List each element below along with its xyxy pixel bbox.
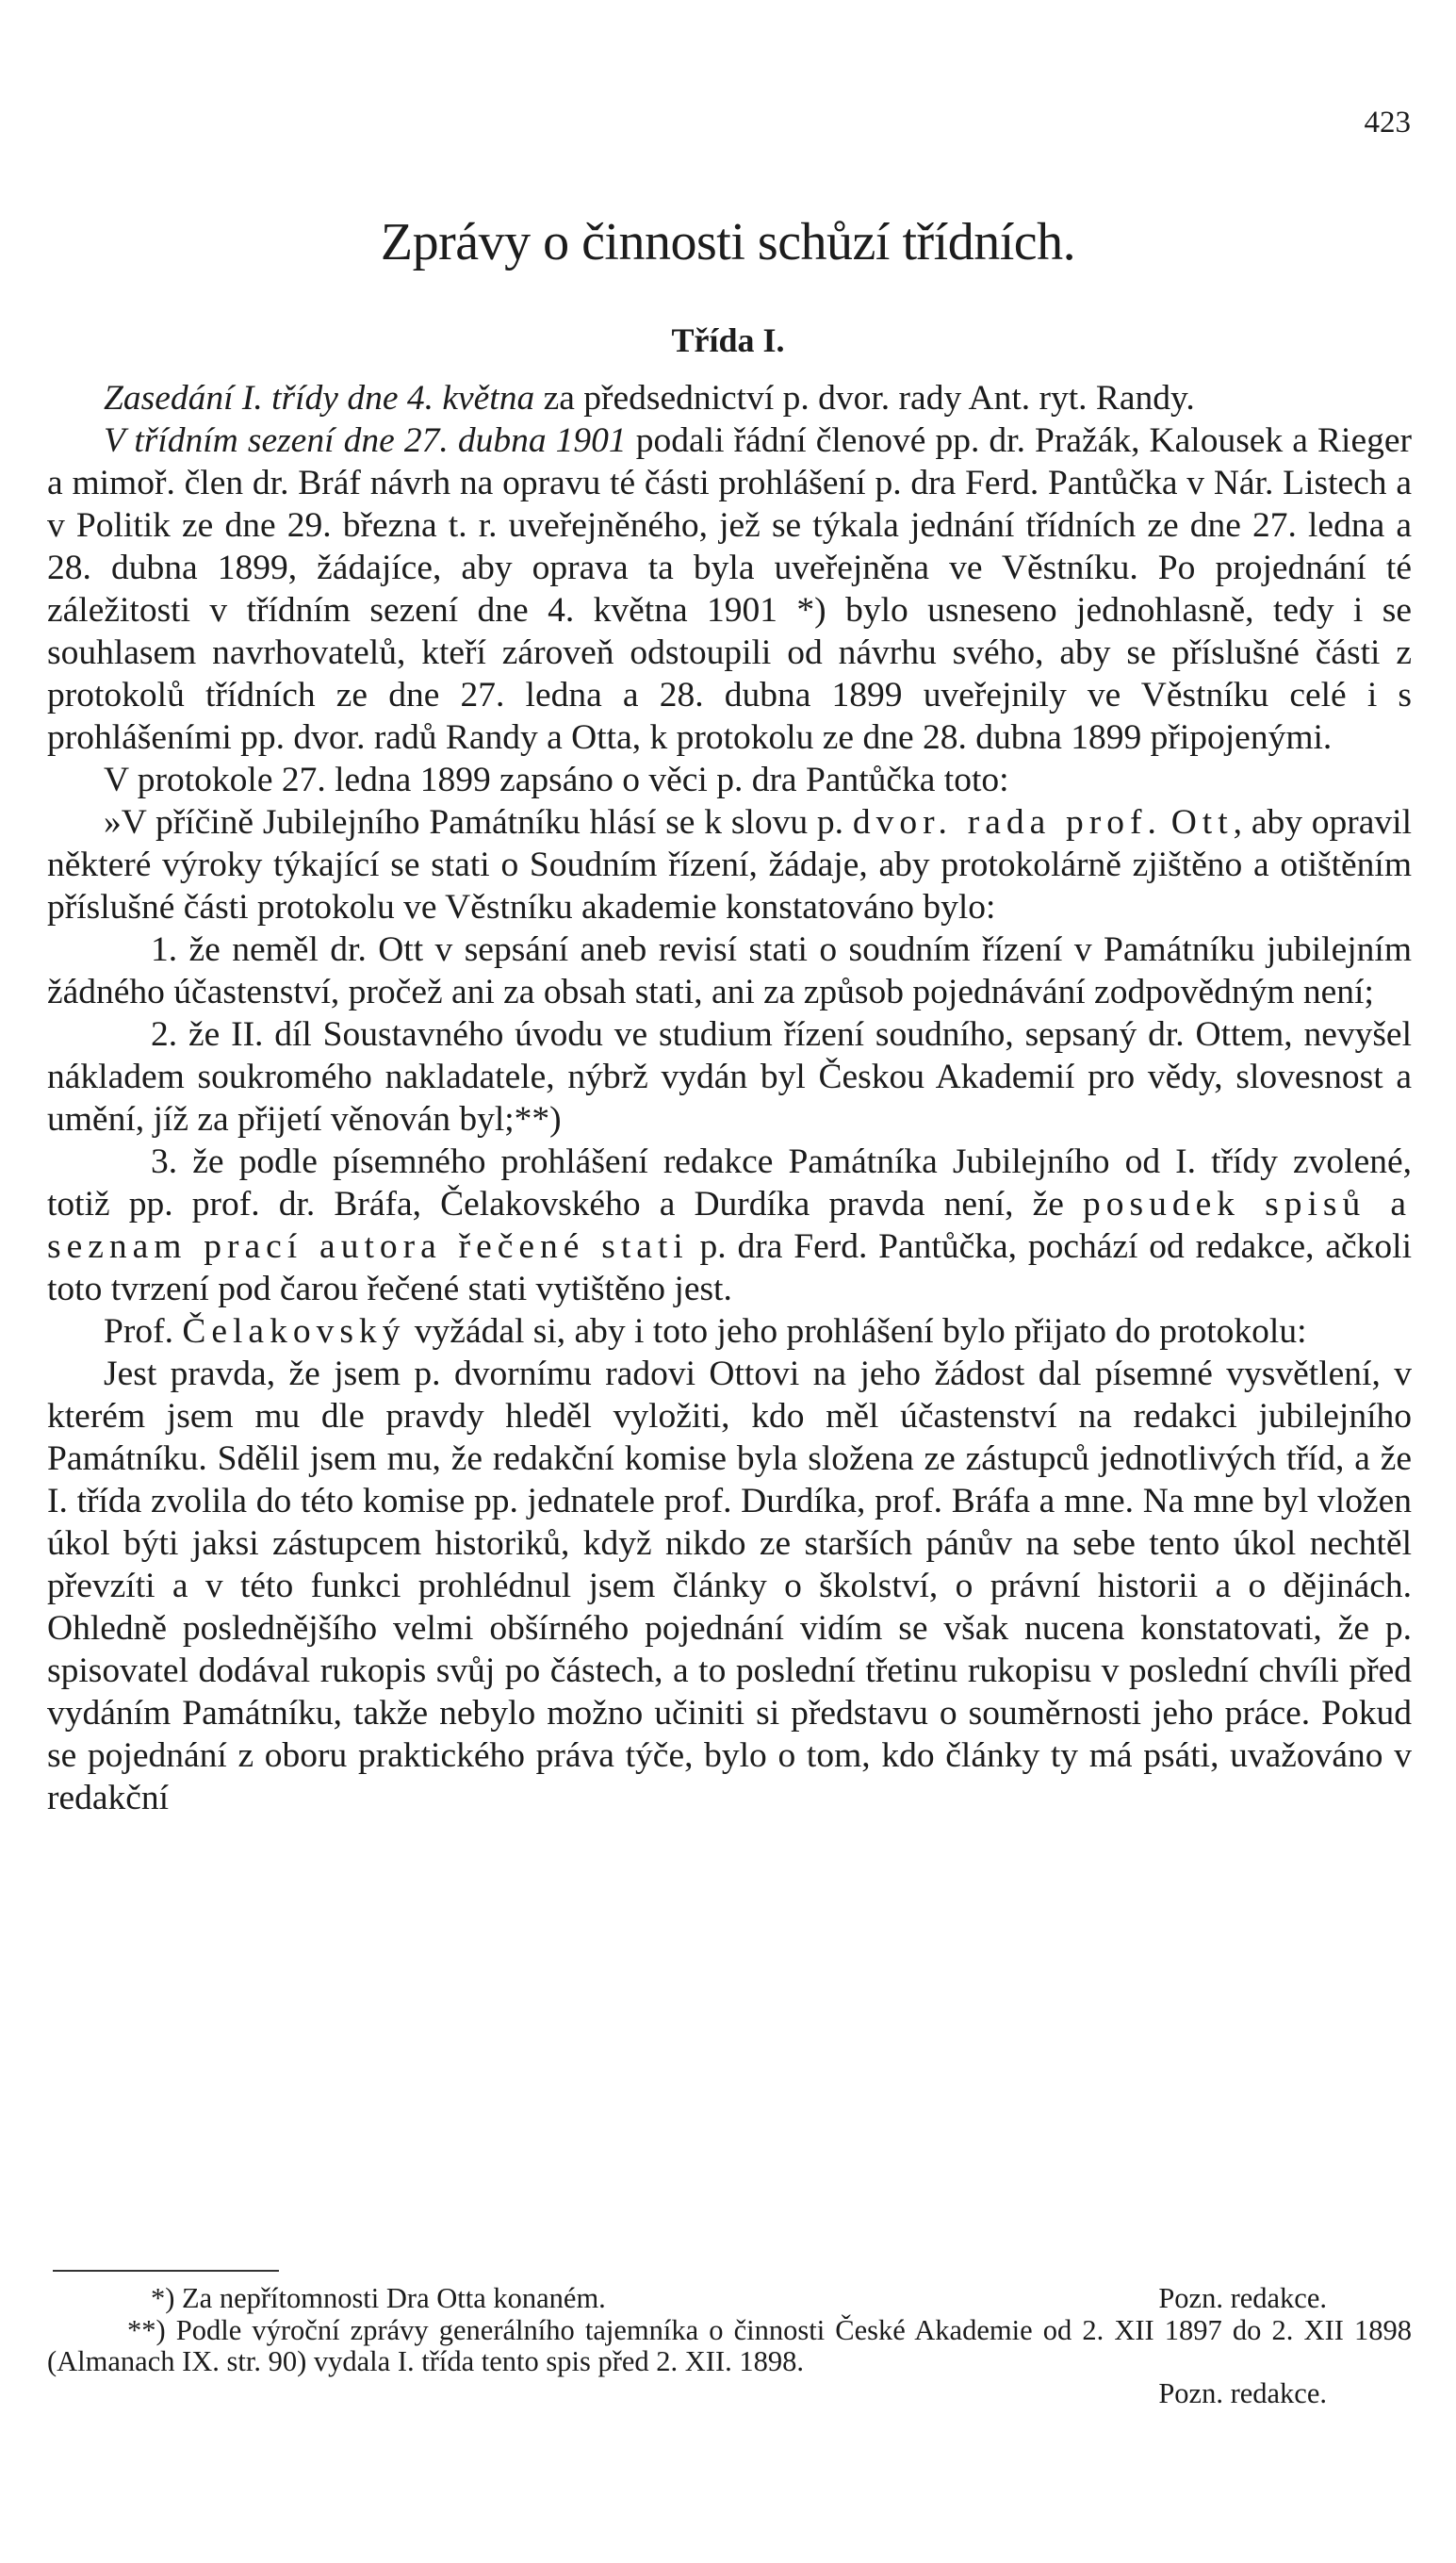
page-title: Zprávy o činnosti schůzí třídních. — [380, 213, 1076, 271]
footnotes — [47, 2283, 1412, 2409]
ott-name-spaced: Ott — [1170, 803, 1234, 842]
session-date-italic: Zasedání I. třídy dne 4. května — [104, 379, 535, 418]
motion-text: podali řádní členové pp. dr. Pražák, Kalousek a Rieger a mimoř. člen dr. Bráf návrh na opravu té části prohlášení p. dra Ferd. Pantůčka v Nár. Listech a v Politik ze dne 29. března t. r. uveřejněného, jež se týkala jednání třídních ze dne 27. ledna a 28. dubna 1899, žádajíce, aby oprava ta byla uveřejněna ve Věstníku. Po projednání té záležitosti v třídním sezení dne 4. května 1901 *) bylo usneseno jednohlasně, tedy i se souhlasem navrhovatelů, kteří zároveň odstoupili od návrhu svého, aby se příslušné části z protokolů třídních ze dne 27. ledna a 28. dubna 1899 uveřejnily ve Věstníku celé i s prohlášeními pp. dvor. radů Randy a Otta, k protokolu ze dne 28. dubna 1899 připojenými. — [47, 421, 1412, 757]
footnote-1 — [47, 2283, 1412, 2315]
paragraph-point-1: 1. že neměl dr. Ott v sepsání aneb revisí stati o soudním řízení v Památníku jubilejním žádného účastenství, pročež ani za obsah stati, ani za způsob pojednávání zodpovědným není; — [47, 930, 1412, 1011]
class-heading: Třída I. — [671, 321, 785, 359]
footnote-1-text: *) Za nepřítomnosti Dra Otta konaném. — [151, 2282, 606, 2314]
paragraph-point-3 — [47, 1141, 1412, 1310]
celakovsky-text-a: Prof. — [104, 1312, 183, 1351]
ott-request-space — [1162, 803, 1171, 842]
footnote-divider — [53, 2270, 279, 2272]
footnote-2-text: **) Podle výroční zprávy generálního tajemníka o činnosti České Akademie od 2. XII 1897 do 2. XII 1898 (Almanach IX. str. 90) vydala I. třída tento spis před 2. XII. 1898. — [47, 2313, 1412, 2377]
point-3-spaced: posudek spisů a seznam prací autora řečené stati — [47, 1185, 1412, 1266]
ott-title-spaced: dvor. rada prof. — [852, 803, 1162, 842]
paragraph-protocol-intro: V protokole 27. ledna 1899 zapsáno o věci p. dra Pantůčka toto: — [104, 761, 1009, 799]
motion-date-italic: V třídním sezení dne 27. dubna 1901 — [104, 421, 627, 460]
session-chair-text: za předsednictví p. dvor. rady Ant. ryt. Randy. — [534, 379, 1195, 418]
paragraph-ott-request — [47, 801, 1412, 928]
footnote-1-note: Pozn. redakce. — [1158, 2282, 1327, 2314]
footnote-2-note: Pozn. redakce. — [1158, 2376, 1327, 2409]
point-3-text-b: p. dra Ferd. Pantůčka, pochází od redakce, ačkoli toto tvrzení pod čarou řečené stati vytištěno jest. — [47, 1227, 1412, 1308]
point-3-text-a: 3. že podle písemného prohlášení redakce Památníka Jubilejního od I. třídy zvolené, totiž pp. prof. dr. Bráfa, Čelakovského a Durdíka pravda není, že — [47, 1142, 1412, 1224]
page-number: 423 — [1364, 106, 1411, 140]
paragraph-motion — [47, 419, 1412, 759]
paragraph-celakovsky-statement: Jest pravda, že jsem p. dvornímu radovi Ottovi na jeho žádost dal písemné vysvětlení, v kterém jsem mu dle pravdy hleděl vyložiti, kdo měl účastenství na redakci jubilejního Památníku. Sdělil jsem mu, že redakční komise byla složena ze zástupců jednotlivých tříd, a že I. třída zvolila do této komise pp. jednatele prof. Durdíka, prof. Bráfa a mne. Na mne byl vložen úkol býti jaksi zástupcem historiků, když nikdo ze starších pánův na sebe tento úkol nechtěl převzíti a v této funkci prohlédnul jsem články o školství, o právní historii a o dějinách. Ohledně poslednějšího velmi obšírného pojednání vidím se však nucena konstatovati, že p. spisovatel dodával rukopis svůj po částech, a to poslední třetinu rukopisu v poslední chvíli před vydáním Památníku, takže nebylo možno učiniti si představu o souměrnosti jeho práce. Pokud se pojednání z oboru praktického práva týče, bylo o tom, kdo články ty má psáti, uvažováno v redakční — [47, 1355, 1412, 1817]
paragraph-celakovsky-request — [47, 1310, 1412, 1353]
celakovsky-name-spaced: Čelakovský — [182, 1312, 406, 1351]
celakovsky-text-b: vyžádal si, aby i toto jeho prohlášení bylo přijato do protokolu: — [405, 1312, 1307, 1351]
body-text — [47, 377, 1412, 1819]
ott-request-text-a: »V příčině Jubilejního Památníku hlásí se k slovu p. — [104, 803, 853, 842]
ott-request-text-b: , aby opravil některé výroky týkající se stati o Soudním řízení, žádaje, aby protokolárně zjištěno a otištěním příslušné části protokolu ve Věstníku akademie konstatováno bylo: — [47, 803, 1412, 927]
footnote-2-note-row — [47, 2378, 1412, 2410]
paragraph-point-2: 2. že II. díl Soustavného úvodu ve studium řízení soudního, sepsaný dr. Ottem, nevyšel nákladem soukromého nakladatele, nýbrž vydán byl Českou Akademií pro vědy, slovesnost a umění, jíž za přijetí věnován byl;**) — [47, 1015, 1412, 1139]
paragraph-session-intro — [47, 377, 1412, 419]
